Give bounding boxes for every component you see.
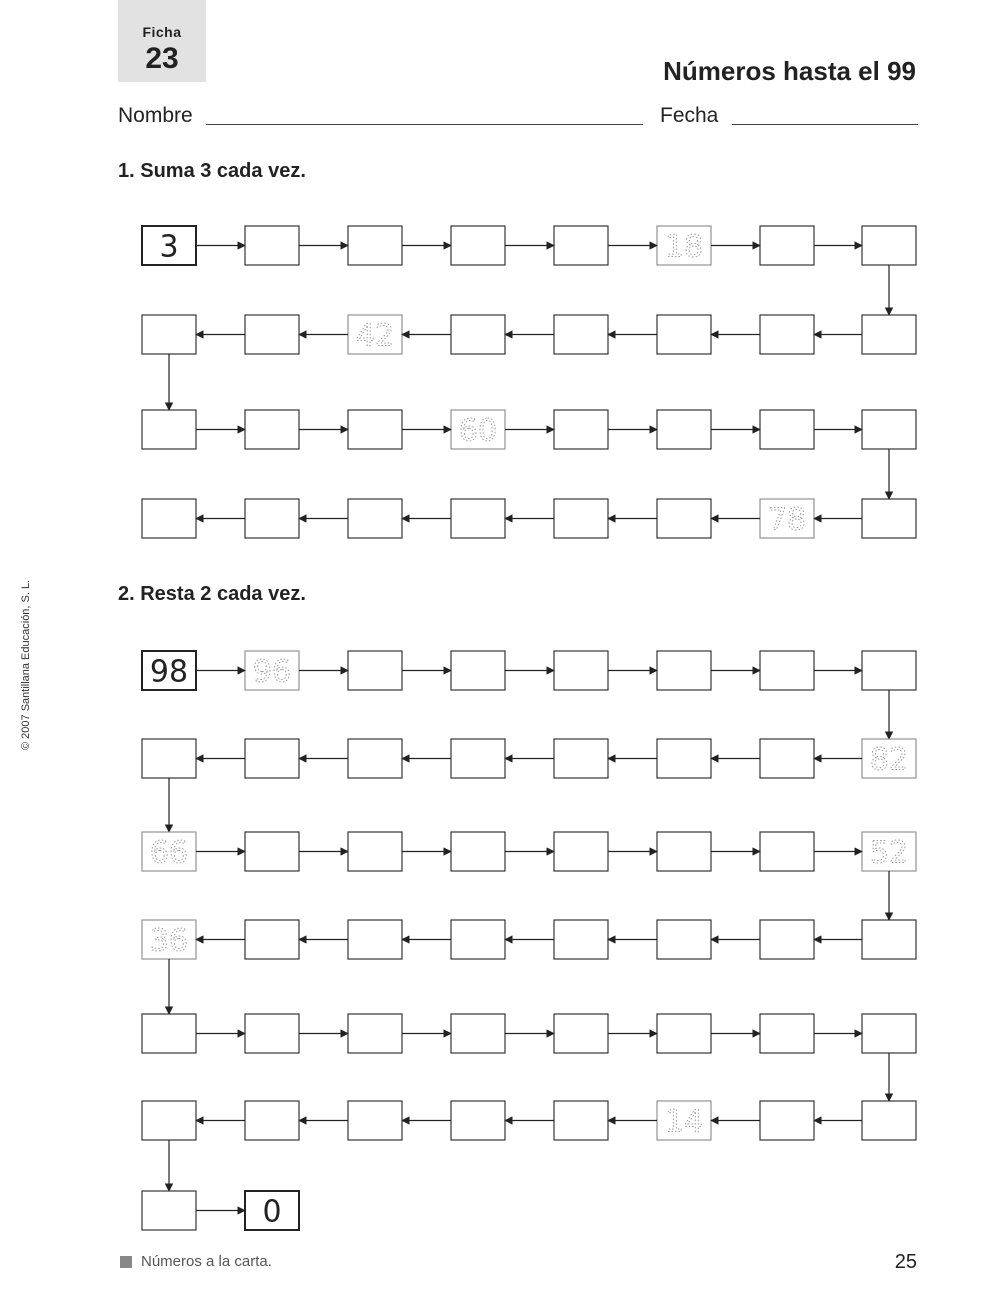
dotted-trace-number: 14 (664, 1104, 704, 1140)
answer-box[interactable] (554, 651, 608, 690)
answer-box[interactable] (451, 1014, 505, 1053)
dotted-trace-number: 66 (149, 835, 189, 871)
answer-box[interactable] (554, 410, 608, 449)
answer-box[interactable] (348, 739, 402, 778)
answer-box[interactable] (451, 499, 505, 538)
answer-box[interactable] (657, 832, 711, 871)
answer-box[interactable] (657, 410, 711, 449)
answer-box[interactable] (554, 739, 608, 778)
answer-box[interactable] (760, 651, 814, 690)
page-number: 25 (894, 1251, 917, 1273)
answer-box[interactable] (348, 410, 402, 449)
answer-box[interactable] (245, 315, 299, 354)
answer-box[interactable] (862, 651, 916, 690)
answer-box[interactable] (451, 315, 505, 354)
answer-box[interactable] (348, 1014, 402, 1053)
given-number: 3 (159, 229, 179, 265)
answer-box[interactable] (451, 832, 505, 871)
page-title: Números hasta el 99 (663, 56, 916, 86)
answer-box[interactable] (451, 739, 505, 778)
answer-box[interactable] (142, 410, 196, 449)
answer-box[interactable] (862, 410, 916, 449)
answer-box[interactable] (245, 920, 299, 959)
name-label: Nombre (118, 104, 193, 127)
answer-box[interactable] (554, 920, 608, 959)
copyright-text: © 2007 Santillana Educación, S. L. (20, 579, 32, 750)
date-label: Fecha (660, 104, 719, 127)
answer-box[interactable] (348, 651, 402, 690)
answer-box[interactable] (760, 315, 814, 354)
dotted-trace-number: 78 (767, 502, 807, 538)
answer-box[interactable] (862, 1101, 916, 1140)
answer-box[interactable] (657, 499, 711, 538)
answer-box[interactable] (554, 1014, 608, 1053)
answer-box[interactable] (142, 1101, 196, 1140)
answer-box[interactable] (245, 410, 299, 449)
answer-box[interactable] (760, 739, 814, 778)
footer-text: Números a la carta. (141, 1253, 272, 1270)
answer-box[interactable] (657, 315, 711, 354)
answer-box[interactable] (862, 1014, 916, 1053)
answer-box[interactable] (348, 920, 402, 959)
answer-box[interactable] (760, 920, 814, 959)
answer-box[interactable] (245, 1014, 299, 1053)
dotted-trace-number: 60 (458, 413, 498, 449)
answer-box[interactable] (245, 1101, 299, 1140)
given-number: 98 (149, 654, 189, 690)
ficha-number: 23 (145, 42, 179, 75)
answer-box[interactable] (245, 739, 299, 778)
answer-box[interactable] (348, 1101, 402, 1140)
dotted-trace-number: 42 (355, 318, 395, 354)
answer-box[interactable] (657, 920, 711, 959)
dotted-trace-number: 52 (869, 835, 909, 871)
answer-box[interactable] (451, 651, 505, 690)
answer-box[interactable] (554, 226, 608, 265)
answer-box[interactable] (142, 1191, 196, 1230)
dotted-trace-number: 36 (149, 923, 189, 959)
answer-box[interactable] (760, 1101, 814, 1140)
dotted-trace-number: 18 (664, 229, 704, 265)
answer-box[interactable] (554, 315, 608, 354)
given-number: 0 (262, 1194, 282, 1230)
answer-box[interactable] (142, 739, 196, 778)
answer-box[interactable] (451, 226, 505, 265)
answer-box[interactable] (554, 832, 608, 871)
answer-box[interactable] (554, 499, 608, 538)
exercise-1-instruction: 1. Suma 3 cada vez. (118, 160, 306, 182)
answer-box[interactable] (451, 920, 505, 959)
answer-box[interactable] (142, 499, 196, 538)
answer-box[interactable] (657, 1014, 711, 1053)
answer-box[interactable] (451, 1101, 505, 1140)
exercise-2-instruction: 2. Resta 2 cada vez. (118, 583, 306, 605)
answer-box[interactable] (862, 226, 916, 265)
answer-box[interactable] (862, 499, 916, 538)
answer-box[interactable] (142, 315, 196, 354)
dotted-trace-number: 82 (869, 742, 909, 778)
answer-box[interactable] (760, 226, 814, 265)
answer-box[interactable] (657, 739, 711, 778)
answer-box[interactable] (554, 1101, 608, 1140)
dotted-trace-number: 96 (252, 654, 292, 690)
answer-box[interactable] (348, 832, 402, 871)
answer-box[interactable] (245, 832, 299, 871)
answer-box[interactable] (760, 1014, 814, 1053)
answer-box[interactable] (142, 1014, 196, 1053)
answer-box[interactable] (245, 499, 299, 538)
answer-box[interactable] (760, 832, 814, 871)
answer-box[interactable] (348, 226, 402, 265)
ficha-label: Ficha (142, 24, 182, 40)
answer-box[interactable] (862, 920, 916, 959)
answer-box[interactable] (657, 651, 711, 690)
answer-box[interactable] (348, 499, 402, 538)
answer-box[interactable] (760, 410, 814, 449)
answer-box[interactable] (245, 226, 299, 265)
answer-box[interactable] (862, 315, 916, 354)
